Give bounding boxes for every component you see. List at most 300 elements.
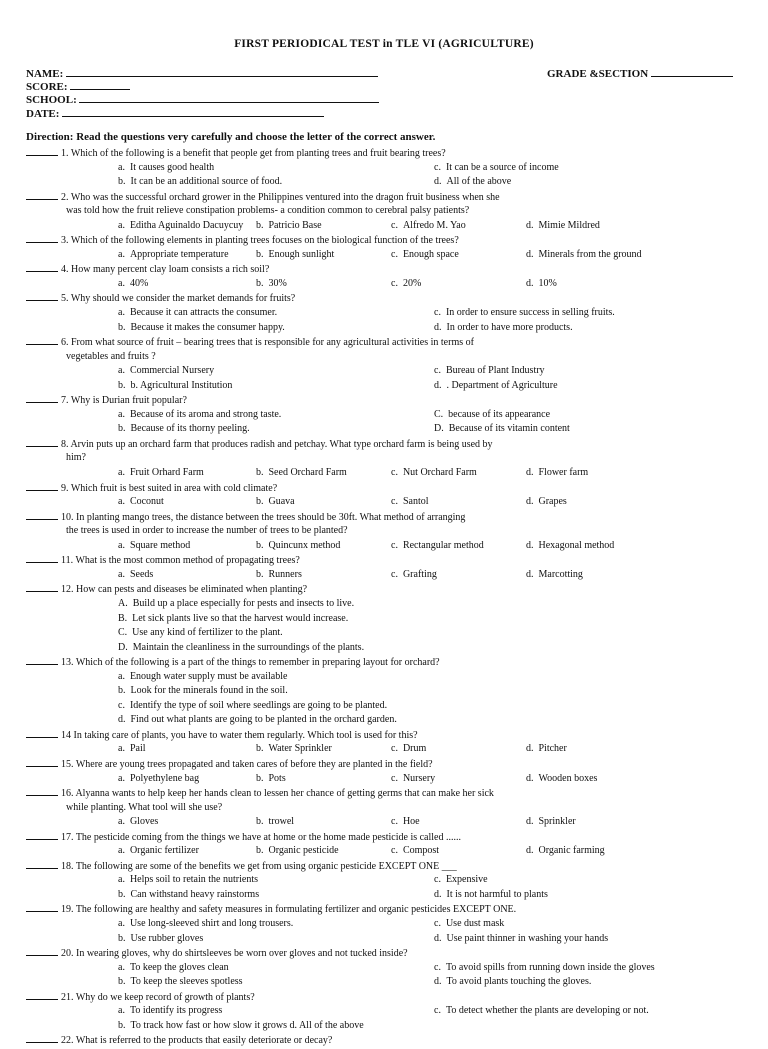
option-letter: a.: [118, 365, 125, 377]
page-title: FIRST PERIODICAL TEST in TLE VI (AGRICULTURE): [234, 38, 534, 50]
name-field[interactable]: [26, 66, 378, 80]
answer-option[interactable]: [256, 844, 339, 859]
option-letter: b.: [256, 568, 264, 580]
answer-option[interactable]: [434, 408, 550, 423]
option-letter: a.: [118, 670, 125, 682]
answer-option[interactable]: [118, 917, 293, 932]
question-continuation: vegetables and fruits ?: [66, 350, 156, 362]
option-text: Editha Aguinaldo Dacuycuy: [129, 219, 244, 231]
option-text: Flower farm: [538, 467, 589, 479]
option-text: Quincunx method: [268, 539, 341, 551]
option-text: Organic fertilizer: [129, 845, 199, 857]
option-letter: a.: [118, 743, 125, 755]
question-text: 5. Why should we consider the market demands for fruits?: [61, 293, 296, 305]
answer-option[interactable]: [118, 961, 229, 976]
option-letter: c.: [391, 845, 398, 857]
option-text: It can be an additional source of food.: [130, 176, 283, 188]
question-row: [26, 728, 756, 743]
answer-option[interactable]: [434, 888, 548, 903]
option-text: Let sick plants live so that the harvest would increase.: [132, 612, 349, 624]
option-letter: d.: [118, 714, 126, 726]
option-text: Nut Orchard Farm: [402, 467, 477, 479]
date-field[interactable]: [26, 106, 324, 120]
option-letter: B.: [118, 612, 128, 624]
answer-option[interactable]: [526, 815, 576, 830]
question-text: 8. Arvin puts up an orchard farm that produces radish and petchay. What type orchard farm is being used by: [61, 438, 493, 450]
question-text: 17. The pesticide coming from the things we have at home or the home made pesticide is called ......: [61, 831, 461, 843]
answer-option[interactable]: [391, 844, 439, 859]
answer-option[interactable]: [118, 248, 229, 263]
answer-option[interactable]: [118, 379, 232, 394]
answer-option[interactable]: [118, 932, 203, 947]
answer-option[interactable]: [118, 161, 214, 176]
option-text: Rectangular method: [402, 539, 484, 551]
answer-option[interactable]: [434, 1004, 649, 1019]
option-row: [26, 539, 756, 554]
answer-option[interactable]: [118, 321, 285, 336]
option-row: [26, 175, 756, 190]
answer-option[interactable]: [526, 277, 557, 292]
option-text: Enough water supply must be available: [129, 670, 288, 682]
option-letter: d.: [434, 976, 442, 988]
option-text: Alfredo M. Yao: [402, 219, 466, 231]
answer-blank[interactable]: [26, 1033, 58, 1043]
answer-option[interactable]: [391, 277, 421, 292]
option-letter: b.: [256, 816, 264, 828]
option-text: Fruit Orhard Farm: [129, 467, 204, 479]
answer-option[interactable]: [118, 612, 348, 627]
school-line: [79, 92, 379, 103]
option-row: [26, 917, 756, 932]
answer-option[interactable]: [118, 1004, 222, 1019]
answer-blank[interactable]: [26, 335, 58, 345]
answer-blank[interactable]: [26, 146, 58, 156]
answer-option[interactable]: [434, 161, 559, 176]
option-text: It causes good health: [129, 161, 215, 173]
answer-option[interactable]: [118, 742, 146, 757]
question-text: 2. Who was the successful orchard grower in the Philippines ventured into the dragon fruit business when she: [61, 191, 500, 203]
option-text: Bureau of Plant Industry: [445, 365, 545, 377]
answer-option[interactable]: [391, 539, 484, 554]
question-row: [26, 786, 756, 801]
option-text: Compost: [402, 845, 440, 857]
answer-option[interactable]: [526, 495, 567, 510]
answer-blank[interactable]: [26, 728, 58, 738]
answer-blank[interactable]: [26, 990, 58, 1000]
answer-option[interactable]: [118, 670, 287, 685]
option-letter: D.: [434, 423, 444, 435]
answer-option[interactable]: [118, 713, 397, 728]
directions: Direction: Read the questions very carefully and choose the letter of the correct answer.: [26, 131, 436, 143]
answer-option[interactable]: [118, 975, 243, 990]
option-text: Mimie Mildred: [538, 219, 600, 231]
answer-option[interactable]: [118, 175, 282, 190]
option-text: Drum: [402, 743, 427, 755]
option-text: Appropriate temperature: [129, 248, 229, 260]
option-text: 10%: [538, 277, 557, 289]
option-letter: a.: [118, 248, 125, 260]
option-text: Pail: [129, 743, 146, 755]
option-row: [26, 772, 756, 787]
question-text: 19. The following are healthy and safety measures in formulating fertilizer and organic pesticides EXCEPT ONE.: [61, 904, 517, 916]
option-letter: a.: [118, 161, 125, 173]
option-row: [26, 379, 756, 394]
option-letter: c.: [434, 161, 441, 173]
option-text: Wooden boxes: [538, 772, 598, 784]
answer-option[interactable]: [118, 277, 148, 292]
option-letter: b.: [118, 423, 126, 435]
option-text: To detect whether the plants are developing or not.: [445, 1005, 649, 1017]
name-line: [66, 66, 378, 77]
answer-option[interactable]: [118, 684, 288, 699]
answer-option[interactable]: [391, 466, 477, 481]
option-letter: b.: [256, 219, 264, 231]
answer-blank[interactable]: [26, 233, 58, 243]
answer-blank[interactable]: [26, 859, 58, 869]
option-letter: a.: [118, 845, 125, 857]
question-row: [26, 830, 756, 845]
option-text: Enough space: [402, 248, 459, 260]
question-row: [26, 335, 756, 350]
option-text: Commercial Nursery: [129, 365, 215, 377]
option-letter: d.: [434, 321, 442, 333]
option-letter: b.: [256, 467, 264, 479]
question-continuation: the trees is used in order to increase the number of trees to be planted?: [66, 525, 348, 537]
option-letter: a.: [118, 917, 125, 929]
answer-option[interactable]: [256, 772, 286, 787]
answer-option[interactable]: [118, 641, 364, 656]
option-row: [26, 626, 756, 641]
option-letter: D.: [118, 641, 128, 653]
school-field[interactable]: [26, 92, 379, 106]
option-text: To track how fast or how slow it grows d. All of the above: [130, 1019, 364, 1031]
question-row: [26, 902, 756, 917]
answer-blank[interactable]: [26, 190, 58, 200]
answer-option[interactable]: [118, 844, 199, 859]
option-letter: b.: [256, 743, 264, 755]
option-letter: d.: [526, 496, 534, 508]
option-text: Use paint thinner in washing your hands: [446, 932, 609, 944]
option-row: [26, 641, 756, 656]
answer-blank[interactable]: [26, 262, 58, 272]
date-line: [62, 106, 324, 117]
question-continuation: while planting. What tool will she use?: [66, 801, 223, 813]
option-text: Use dust mask: [445, 917, 505, 929]
answer-option[interactable]: [256, 248, 334, 263]
option-text: Minerals from the ground: [538, 248, 642, 260]
answer-option[interactable]: [256, 539, 340, 554]
answer-blank[interactable]: [26, 757, 58, 767]
answer-option[interactable]: [391, 495, 429, 510]
option-row: [26, 364, 756, 379]
answer-option[interactable]: [118, 495, 164, 510]
answer-option[interactable]: [434, 379, 558, 394]
option-text: In order to have more products.: [446, 321, 573, 333]
option-text: Can withstand heavy rainstorms: [130, 888, 260, 900]
answer-blank[interactable]: [26, 437, 58, 447]
option-letter: a.: [118, 1005, 125, 1017]
option-text: Use rubber gloves: [130, 932, 204, 944]
answer-option[interactable]: [256, 568, 302, 583]
option-text: Coconut: [129, 496, 164, 508]
option-row: [26, 568, 756, 583]
option-row: [26, 684, 756, 699]
option-letter: d.: [526, 772, 534, 784]
option-letter: b.: [256, 539, 264, 551]
question-text: 4. How many percent clay loam consists a rich soil?: [61, 264, 270, 276]
option-text: . Department of Agriculture: [446, 379, 558, 391]
option-row: [26, 975, 756, 990]
option-text: b. Agricultural Institution: [130, 379, 233, 391]
answer-option[interactable]: [256, 495, 295, 510]
option-text: In order to ensure success in selling fruits.: [445, 307, 615, 319]
question-row: [26, 510, 756, 525]
option-letter: c.: [391, 816, 398, 828]
question-row: [26, 990, 756, 1005]
option-text: It is not harmful to plants: [446, 888, 548, 900]
option-row: [26, 466, 756, 481]
answer-blank[interactable]: [26, 655, 58, 665]
option-row: [26, 961, 756, 976]
option-letter: d.: [526, 568, 534, 580]
option-row: [26, 277, 756, 292]
option-letter: b.: [118, 321, 126, 333]
option-text: Grapes: [538, 496, 567, 508]
question-text: 13. Which of the following is a part of the things to remember in preparing layout for orchard?: [61, 657, 440, 669]
option-text: Helps soil to retain the nutrients: [129, 874, 258, 886]
answer-option[interactable]: [526, 844, 605, 859]
option-letter: d.: [434, 888, 442, 900]
option-row: [26, 597, 756, 612]
answer-option[interactable]: [526, 466, 588, 481]
grade-section-field[interactable]: [547, 66, 733, 80]
question-continuation: him?: [66, 452, 86, 464]
question-text: 10. In planting mango trees, the distance between the trees should be 30ft. What method of arranging: [61, 511, 466, 523]
score-field[interactable]: [26, 79, 130, 93]
option-letter: c.: [434, 917, 441, 929]
answer-option[interactable]: [118, 873, 258, 888]
question-row: [26, 1033, 756, 1048]
question-text: 9. Which fruit is best suited in area with cold climate?: [61, 482, 278, 494]
option-text: Pitcher: [538, 743, 567, 755]
answer-option[interactable]: [434, 873, 488, 888]
answer-option[interactable]: [391, 772, 435, 787]
answer-option[interactable]: [526, 568, 583, 583]
option-text: Grafting: [402, 568, 437, 580]
question-text: 1. Which of the following is a benefit that people get from planting trees and fruit bearing trees?: [61, 148, 446, 159]
option-text: Organic farming: [538, 845, 605, 857]
answer-blank[interactable]: [26, 786, 58, 796]
answer-option[interactable]: [434, 306, 615, 321]
answer-option[interactable]: [526, 742, 567, 757]
answer-option[interactable]: [391, 219, 466, 234]
option-text: Santol: [402, 496, 429, 508]
answer-option[interactable]: [434, 917, 504, 932]
option-row: [26, 495, 756, 510]
school-label: SCHOOL:: [26, 94, 77, 106]
answer-blank[interactable]: [26, 553, 58, 563]
answer-option[interactable]: [434, 364, 545, 379]
option-letter: a.: [118, 277, 125, 289]
option-row: [26, 888, 756, 903]
option-letter: b.: [256, 772, 264, 784]
answer-option[interactable]: [526, 772, 597, 787]
answer-option[interactable]: [118, 306, 277, 321]
answer-option[interactable]: [256, 219, 322, 234]
answer-option[interactable]: [256, 742, 332, 757]
option-letter: a.: [118, 772, 125, 784]
question-row: [26, 233, 756, 248]
answer-option[interactable]: [118, 772, 199, 787]
question-text: 16. Alyanna wants to help keep her hands clean to lessen her chance of getting germs that can make her sick: [61, 788, 494, 800]
answer-blank[interactable]: [26, 510, 58, 520]
score-line: [70, 79, 130, 90]
option-letter: a.: [118, 219, 125, 231]
option-letter: b.: [118, 1019, 126, 1031]
answer-option[interactable]: [118, 568, 153, 583]
option-text: 30%: [268, 277, 287, 289]
question-text: 21. Why do we keep record of growth of plants?: [61, 991, 255, 1003]
answer-blank[interactable]: [26, 291, 58, 301]
answer-option[interactable]: [526, 219, 600, 234]
question-text: 11. What is the most common method of propagating trees?: [61, 555, 300, 567]
option-row: [26, 713, 756, 728]
answer-option[interactable]: [118, 539, 190, 554]
option-letter: a.: [118, 408, 125, 420]
answer-option[interactable]: [391, 815, 420, 830]
answer-option[interactable]: [118, 699, 387, 714]
option-text: Organic pesticide: [268, 845, 339, 857]
option-row: [26, 844, 756, 859]
answer-blank[interactable]: [26, 830, 58, 840]
option-text: Because of its aroma and strong taste.: [129, 408, 282, 420]
answer-option[interactable]: [434, 422, 570, 437]
answer-blank[interactable]: [26, 582, 58, 592]
option-letter: a.: [118, 816, 125, 828]
question-text: 22. What is referred to the products that easily deteriorate or decay?: [61, 1035, 333, 1047]
option-letter: c.: [434, 874, 441, 886]
option-letter: d.: [526, 743, 534, 755]
option-text: To avoid plants touching the gloves.: [446, 976, 592, 988]
answer-option[interactable]: [118, 219, 243, 234]
question-row: [26, 582, 756, 597]
question-text: 14 In taking care of plants, you have to water them regularly. Which tool is used for this?: [61, 729, 418, 741]
option-text: Polyethylene bag: [129, 772, 200, 784]
grade-section-label: GRADE &SECTION: [547, 68, 649, 80]
option-row: [26, 248, 756, 263]
option-letter: b.: [256, 248, 264, 260]
answer-option[interactable]: [434, 321, 573, 336]
option-row: [26, 306, 756, 321]
option-letter: a.: [118, 961, 125, 973]
score-label: SCORE:: [26, 81, 68, 93]
option-letter: d.: [434, 932, 442, 944]
option-letter: b.: [118, 379, 126, 391]
question-row: [26, 393, 756, 408]
option-letter: d.: [526, 467, 534, 479]
option-text: 40%: [129, 277, 149, 289]
option-row: [26, 219, 756, 234]
option-row: [26, 670, 756, 685]
option-letter: c.: [391, 568, 398, 580]
option-letter: A.: [118, 597, 128, 609]
option-letter: a.: [118, 467, 125, 479]
answer-option[interactable]: [118, 408, 281, 423]
answer-option[interactable]: [434, 932, 608, 947]
option-letter: d.: [434, 176, 442, 188]
option-text: Because of its vitamin content: [448, 423, 570, 435]
option-text: 20%: [402, 277, 422, 289]
answer-blank[interactable]: [26, 481, 58, 491]
option-row: [26, 422, 756, 437]
question-row: [26, 262, 756, 277]
answer-option[interactable]: [526, 539, 614, 554]
question-row: [26, 946, 756, 961]
option-letter: a.: [118, 874, 125, 886]
answer-blank[interactable]: [26, 902, 58, 912]
option-row: [26, 1019, 756, 1034]
name-label: NAME:: [26, 68, 64, 80]
option-text: Water Sprinkler: [268, 743, 332, 755]
answer-option[interactable]: [391, 742, 426, 757]
answer-blank[interactable]: [26, 946, 58, 956]
answer-option[interactable]: [118, 597, 354, 612]
option-letter: b.: [256, 277, 264, 289]
option-letter: d.: [434, 379, 442, 391]
answer-option[interactable]: [118, 626, 283, 641]
option-text: To identify its progress: [129, 1005, 223, 1017]
answer-blank[interactable]: [26, 393, 58, 403]
question-row: [26, 437, 756, 452]
option-letter: c.: [391, 743, 398, 755]
answer-option[interactable]: [434, 175, 511, 190]
answer-option[interactable]: [118, 815, 158, 830]
option-letter: c.: [434, 1005, 441, 1017]
option-text: Pots: [268, 772, 286, 784]
answer-option[interactable]: [118, 466, 204, 481]
answer-option[interactable]: [118, 422, 250, 437]
option-text: To avoid spills from running down inside the gloves: [445, 961, 655, 973]
option-letter: c.: [391, 219, 398, 231]
answer-option[interactable]: [526, 248, 642, 263]
answer-option[interactable]: [434, 975, 591, 990]
answer-option[interactable]: [256, 815, 294, 830]
option-text: Seeds: [129, 568, 154, 580]
answer-option[interactable]: [256, 277, 287, 292]
question-text: 7. Why is Durian fruit popular?: [61, 395, 187, 407]
option-letter: b.: [118, 976, 126, 988]
answer-option[interactable]: [391, 248, 459, 263]
answer-option[interactable]: [118, 888, 259, 903]
answer-option[interactable]: [391, 568, 437, 583]
option-letter: d.: [526, 816, 534, 828]
option-letter: c.: [391, 772, 398, 784]
answer-option[interactable]: [118, 364, 214, 379]
answer-option[interactable]: [256, 466, 347, 481]
option-text: Because it makes the consumer happy.: [130, 321, 285, 333]
option-letter: c.: [391, 467, 398, 479]
answer-option[interactable]: [118, 1019, 364, 1034]
option-text: Sprinkler: [538, 816, 576, 828]
option-letter: b.: [118, 685, 126, 697]
option-row: [26, 161, 756, 176]
option-text: All of the above: [446, 176, 512, 188]
option-text: Build up a place especially for pests and insects to live.: [132, 597, 355, 609]
answer-option[interactable]: [434, 961, 655, 976]
option-text: because of its appearance: [448, 408, 551, 420]
option-text: Find out what plants are going to be planted in the orchard garden.: [130, 714, 397, 726]
option-text: Look for the minerals found in the soil.: [130, 685, 288, 697]
